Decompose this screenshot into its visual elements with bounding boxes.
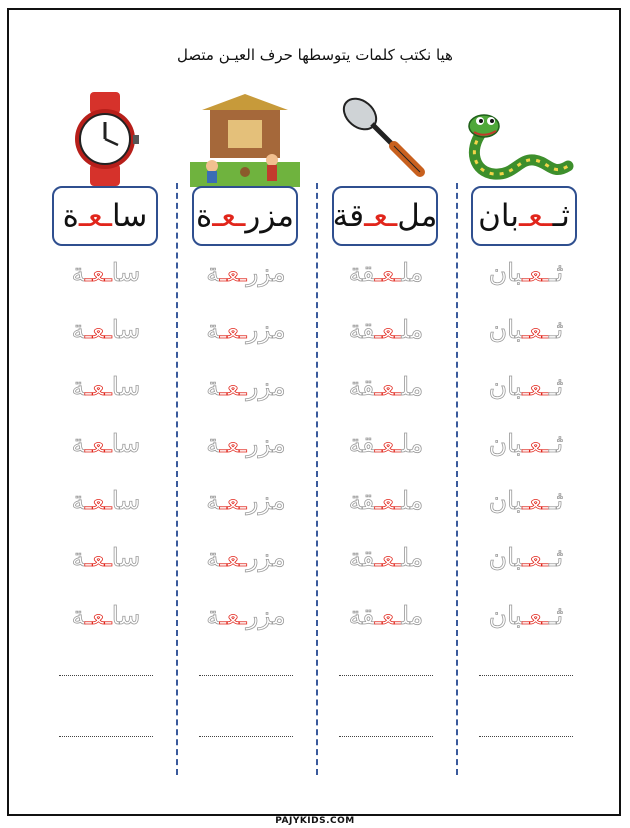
trace-ain-letter: ـعـ [374, 429, 402, 458]
trace-ain-letter: ـعـ [522, 429, 549, 458]
trace-word-part: ة [71, 315, 86, 344]
trace-word-part: قة [348, 429, 375, 458]
trace-word [326, 258, 446, 294]
trace-ain-letter: ـعـ [374, 543, 402, 572]
trace-ain-letter: ـعـ [85, 486, 112, 515]
trace-ain-letter: ـعـ [374, 486, 402, 515]
trace-word [326, 372, 446, 408]
trace-word-part: بان [488, 601, 523, 630]
trace-word [46, 486, 166, 522]
trace-word-part: قة [348, 258, 375, 287]
trace-ain-letter: ـعـ [85, 258, 112, 287]
trace-word-part: مزر [246, 258, 286, 287]
trace-word [46, 601, 166, 637]
trace-word-part: مل [401, 543, 424, 572]
writing-line[interactable] [479, 736, 573, 737]
trace-ain-letter: ـعـ [219, 315, 247, 344]
trace-word [46, 372, 166, 408]
trace-word-part: ة [206, 372, 220, 401]
trace-word-part: سا [111, 258, 141, 287]
trace-ain-letter: ـعـ [219, 486, 247, 515]
ain-letter: ـعـ [364, 198, 398, 234]
snake-icon [464, 92, 574, 187]
trace-word-part: مزر [246, 315, 286, 344]
word-box-milaqa [332, 186, 438, 246]
trace-word [186, 258, 306, 294]
trace-word [46, 315, 166, 351]
writing-line[interactable] [479, 675, 573, 676]
wristwatch-icon [50, 92, 160, 187]
column-divider [316, 183, 318, 775]
trace-word-part: ة [206, 258, 220, 287]
trace-word-part: مزر [246, 429, 286, 458]
trace-word-part: ة [71, 372, 86, 401]
trace-word [466, 315, 586, 351]
trace-word-part: ة [206, 315, 220, 344]
worksheet-title: هيا نكتب كلمات يتوسطها حرف العيـن متصل [177, 46, 453, 64]
trace-word [326, 315, 446, 351]
trace-ain-letter: ـعـ [522, 543, 549, 572]
word-part: سا [111, 198, 148, 234]
trace-word-part: ثـ [548, 429, 564, 458]
trace-ain-letter: ـعـ [219, 372, 247, 401]
trace-ain-letter: ـعـ [85, 601, 112, 630]
trace-word-part: ثـ [548, 258, 564, 287]
word-part: ثـ [552, 198, 570, 234]
word-box-saa [52, 186, 158, 246]
trace-word-part: ة [71, 601, 86, 630]
trace-word-part: سا [111, 486, 141, 515]
trace-ain-letter: ـعـ [522, 372, 549, 401]
trace-word [466, 601, 586, 637]
trace-ain-letter: ـعـ [85, 429, 112, 458]
trace-word [186, 315, 306, 351]
trace-ain-letter: ـعـ [374, 372, 402, 401]
trace-word-part: مل [401, 372, 424, 401]
trace-word-part: قة [348, 315, 375, 344]
trace-word-part: مزر [246, 601, 286, 630]
word-part: ة [62, 198, 79, 234]
trace-ain-letter: ـعـ [219, 429, 247, 458]
trace-word-part: مل [401, 601, 424, 630]
trace-word [326, 429, 446, 465]
trace-word-part: ثـ [548, 372, 564, 401]
spoon-icon [330, 92, 440, 187]
trace-word-part: ة [71, 486, 86, 515]
trace-ain-letter: ـعـ [85, 372, 112, 401]
writing-line[interactable] [339, 736, 433, 737]
trace-word-part: قة [348, 543, 375, 572]
trace-word-part: ثـ [548, 486, 564, 515]
writing-line[interactable] [199, 675, 293, 676]
trace-word-part: ثـ [548, 315, 564, 344]
trace-word-part: ة [206, 429, 220, 458]
trace-word-part: مزر [246, 486, 286, 515]
trace-word-part: قة [348, 486, 375, 515]
trace-word-part: مل [401, 429, 424, 458]
trace-word-part: مزر [246, 372, 286, 401]
trace-word [186, 486, 306, 522]
trace-word-part: ة [71, 429, 86, 458]
trace-ain-letter: ـعـ [85, 543, 112, 572]
trace-word-part: ة [71, 258, 86, 287]
column-divider [456, 183, 458, 775]
trace-ain-letter: ـعـ [85, 315, 112, 344]
word-box-mazraa [192, 186, 298, 246]
trace-word-part: بان [488, 315, 523, 344]
footer-text: PAJYKIDS.COM [269, 816, 361, 826]
word-part: ة [195, 198, 213, 234]
trace-word-part: ثـ [548, 601, 564, 630]
trace-ain-letter: ـعـ [522, 315, 549, 344]
trace-word-part: ثـ [548, 543, 564, 572]
trace-word [46, 258, 166, 294]
word-box-thuban [471, 186, 577, 246]
trace-word-part: مل [401, 315, 424, 344]
trace-word-part: ة [71, 543, 86, 572]
trace-ain-letter: ـعـ [219, 543, 247, 572]
trace-word-part: سا [111, 315, 141, 344]
trace-word-part: بان [488, 429, 523, 458]
writing-line[interactable] [59, 736, 153, 737]
word-part: مزر [245, 198, 295, 234]
trace-ain-letter: ـعـ [219, 601, 247, 630]
trace-word-part: بان [488, 372, 523, 401]
trace-word-part: قة [348, 601, 375, 630]
ain-letter: ـعـ [212, 198, 246, 234]
trace-word-part: مزر [246, 543, 286, 572]
trace-ain-letter: ـعـ [522, 258, 549, 287]
trace-word-part: سا [111, 601, 141, 630]
trace-word-part: سا [111, 429, 141, 458]
trace-ain-letter: ـعـ [522, 486, 549, 515]
trace-word [326, 543, 446, 579]
word-part: بان [478, 198, 519, 234]
trace-word-part: بان [488, 543, 523, 572]
trace-word [186, 543, 306, 579]
trace-word [186, 372, 306, 408]
trace-word-part: بان [488, 486, 523, 515]
writing-line[interactable] [199, 736, 293, 737]
writing-line[interactable] [339, 675, 433, 676]
column-divider [176, 183, 178, 775]
trace-word-part: ة [206, 601, 220, 630]
footer-brand [0, 808, 630, 827]
trace-ain-letter: ـعـ [219, 258, 247, 287]
word-part: قة [332, 198, 365, 234]
trace-word-part: ة [206, 543, 220, 572]
trace-word [466, 429, 586, 465]
trace-word [466, 486, 586, 522]
trace-word-part: قة [348, 372, 375, 401]
trace-ain-letter: ـعـ [374, 601, 402, 630]
trace-word [46, 543, 166, 579]
trace-word [326, 486, 446, 522]
trace-word [466, 258, 586, 294]
trace-word-part: بان [488, 258, 523, 287]
writing-line[interactable] [59, 675, 153, 676]
trace-ain-letter: ـعـ [374, 315, 402, 344]
trace-ain-letter: ـعـ [522, 601, 549, 630]
trace-word-part: سا [111, 372, 141, 401]
farm-icon [190, 92, 300, 187]
trace-word-part: سا [111, 543, 141, 572]
ain-letter: ـعـ [519, 198, 553, 234]
trace-word-part: مل [401, 258, 424, 287]
word-part: مل [397, 198, 438, 234]
trace-word [466, 372, 586, 408]
trace-word [186, 429, 306, 465]
trace-word-part: ة [206, 486, 220, 515]
trace-word-part: مل [401, 486, 424, 515]
ain-letter: ـعـ [78, 198, 112, 234]
trace-ain-letter: ـعـ [374, 258, 402, 287]
trace-word [326, 601, 446, 637]
trace-word [46, 429, 166, 465]
trace-word [466, 543, 586, 579]
trace-word [186, 601, 306, 637]
